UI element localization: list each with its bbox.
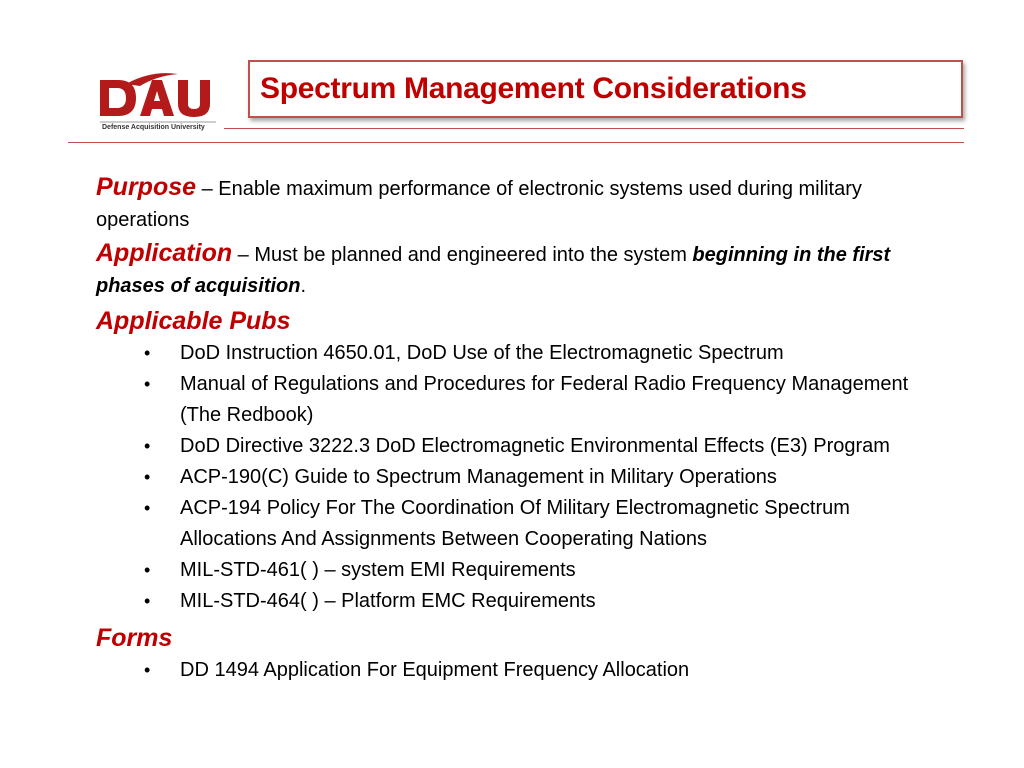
bullet-icon: • [144,467,151,487]
list-item: • Manual of Regulations and Procedures for Federal Radio Frequency Management (The Redbook) [180,369,941,431]
bullet-icon: • [144,498,151,518]
dau-logo [96,70,222,140]
purpose-text: – Enable maximum performance of electronic systems used during military operations [96,178,862,231]
application-paragraph [96,238,941,302]
list-item: • MIL-STD-464( ) – Platform EMC Requirements [180,586,941,617]
bullet-icon: • [144,374,151,394]
header-rule-top [224,128,964,129]
application-text: – Must be planned and engineered into the system [232,244,693,266]
header-rule-bottom [68,142,964,143]
application-heading: Application [96,239,233,267]
page-title: Spectrum Management Considerations [260,72,807,105]
list-item: • ACP-194 Policy For The Coordination Of Military Electromagnetic Spectrum Allocations And Assignments Between Cooperating Nations [180,493,941,555]
pubs-list [96,338,941,617]
list-item: • MIL-STD-461( ) – system EMI Requirements [180,555,941,586]
bullet-icon: • [144,436,151,456]
application-tail: . [300,275,307,297]
logo-subtext: Defense Acquisition University [102,124,205,131]
purpose-paragraph [96,172,941,236]
forms-list [96,655,941,686]
slide-content [96,172,941,686]
application-emphasis: beginning in the first phases of acquisition [96,244,891,297]
title-box [248,60,963,118]
purpose-heading: Purpose [96,173,197,201]
bullet-icon: • [144,660,151,680]
list-item: • ACP-190(C) Guide to Spectrum Management in Military Operations [180,462,941,493]
list-item: • DoD Instruction 4650.01, DoD Use of the Electromagnetic Spectrum [180,338,941,369]
list-item: • DoD Directive 3222.3 DoD Electromagnetic Environmental Effects (E3) Program [180,431,941,462]
bullet-icon: • [144,343,151,363]
pubs-heading: Applicable Pubs [96,307,291,335]
list-item: • DD 1494 Application For Equipment Frequency Allocation [180,655,941,686]
bullet-icon: • [144,591,151,611]
bullet-icon: • [144,560,151,580]
forms-heading: Forms [96,624,173,652]
